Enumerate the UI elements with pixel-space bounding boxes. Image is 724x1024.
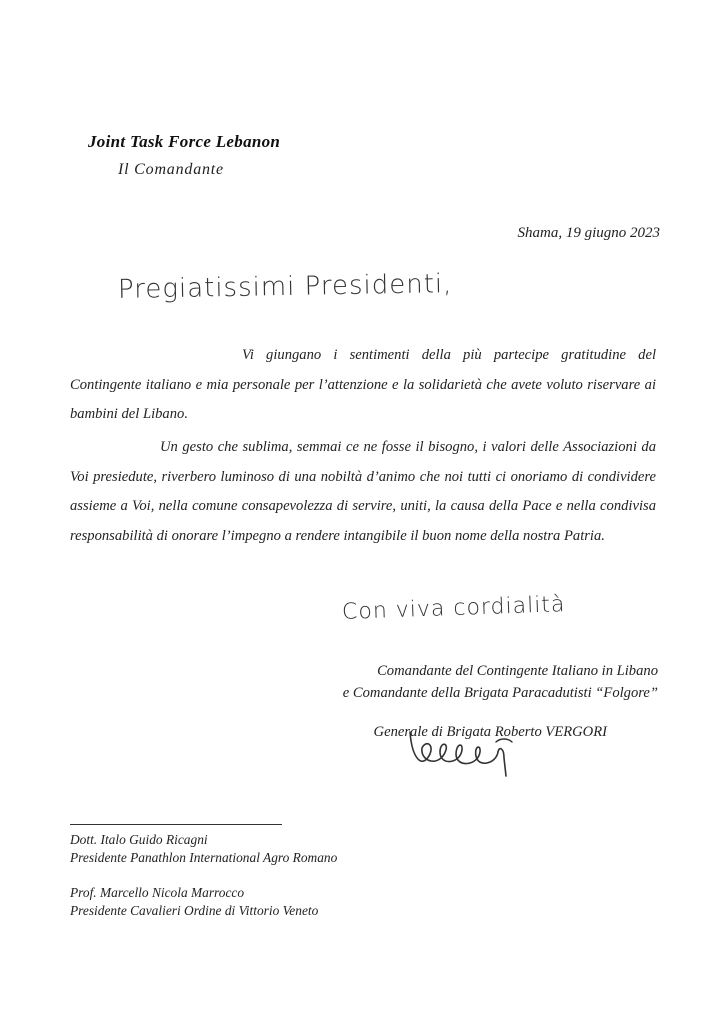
recipient-2-name: Prof. Marcello Nicola Marrocco [70, 885, 245, 900]
handwritten-salutation: Pregiatissimi Presidenti, [117, 269, 453, 305]
signature-line-1: Comandante del Contingente Italiano in Libano [377, 663, 658, 679]
recipient-1-title: Presidente Panathlon International Agro Romano [70, 850, 338, 865]
paragraph-gratitude: Vi giungano i sentimenti della più partecipe gratitudine del Contingente italiano e mia personale per l’attenzione e la solidarietà che avete voluto riservare ai bambini del Libano. [70, 347, 656, 422]
recipient-2 [70, 884, 318, 920]
handwritten-closing: Con viva cordialità [341, 592, 566, 625]
signature-line-2: e Comandante della Brigata Paracadutisti “Folgore” [342, 685, 658, 701]
paragraph-values: Un gesto che sublima, semmai ce ne fosse il bisogno, i valori delle Associazioni da Voi presiedute, riverbero luminoso di una nobiltà d’animo che noi tutti ci onoriamo di condividere assieme a Voi, nella comune consapevolezza di servire, uniti, la causa della Pace e nella condivisa responsabilità di onorare l’impegno a rendere intangibile il buon nome della nostra Patria. [70, 439, 656, 544]
signature-scribble [400, 718, 540, 778]
signature-block [300, 660, 658, 704]
letterhead-organization: Joint Task Force Lebanon [88, 132, 281, 151]
recipient-1 [70, 831, 337, 867]
signer-name: Generale di Brigata Roberto VERGORI [373, 724, 607, 740]
recipient-2-title: Presidente Cavalieri Ordine di Vittorio Veneto [70, 903, 319, 918]
recipient-1-name: Dott. Italo Guido Ricagni [70, 832, 208, 847]
letterhead-role: Il Comandante [118, 161, 224, 178]
letter-date: Shama, 19 giugno 2023 [517, 225, 660, 241]
recipients-divider [70, 824, 282, 825]
